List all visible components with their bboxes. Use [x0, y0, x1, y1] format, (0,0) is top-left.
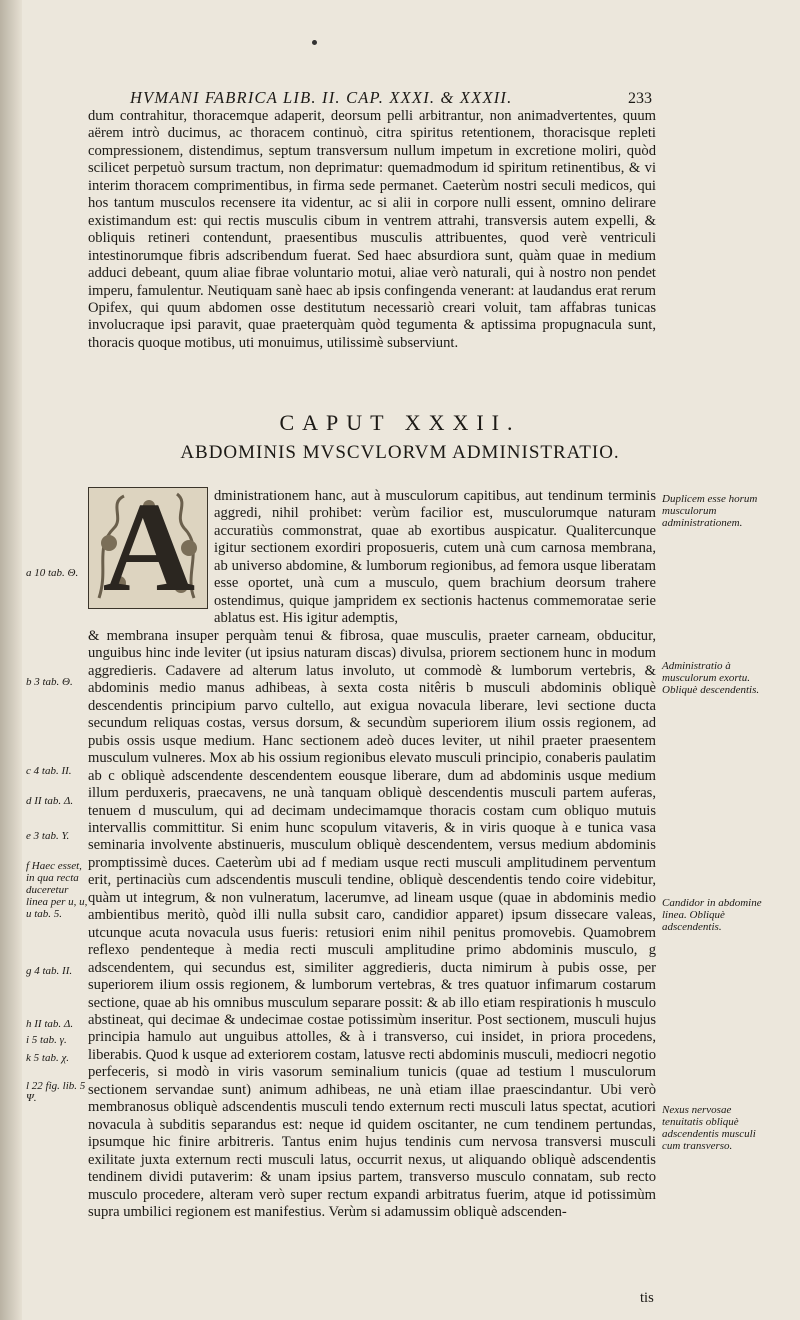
running-title: HVMANI FABRICA LIB. II. CAP. XXXI. & XXXII.	[130, 88, 513, 107]
margin-note-right: Nexus nervosae tenuitatis obliquè adscendentis musculi cum transverso.	[662, 1104, 756, 1152]
margin-note-left: c 4 tab. II.	[26, 765, 72, 777]
margin-note-right: Administratio à musculorum exortu. Obliquè descendentis.	[662, 660, 760, 696]
margin-note-left: b 3 tab. Θ.	[26, 676, 73, 688]
paragraph-2-opening: dministrationem hanc, aut à musculorum capitibus, aut tendinum terminis aggredi, nihil prohibet: verùm facilior est, musculorumque naturam accuratiùs commonstrat, quae ab exortibus auspicatur. Qualitercunque igitur sectionem exordiri proposueris, cutem unà cum carnosa membrana, ab universo abdomine, & lumborum regionibus, ad femora usque liberatam esse oportet, unà cum a musculo, quem brachium deorsum trahere ostendimus, quique jampridem ex sectionis hactenus commemoratae serie ablatus est. His igitur ademptis,	[214, 488, 656, 627]
catchword: tis	[640, 1290, 654, 1306]
margin-note-left: h II tab. Δ.	[26, 1018, 74, 1030]
page-gutter-shadow	[0, 0, 22, 1320]
paragraph-1	[88, 108, 656, 352]
margin-note-left: l 22 fig. lib. 5 Ψ.	[26, 1080, 86, 1104]
paragraph-1-text: dum contrahitur, thoracemque adaperit, deorsum pelli arbitrantur, non animadvertentes, quum aërem intrò ducimus, ac thoracem continuò, citra spiritus retentionem, thoracisque repleti compressionem, distendimus, septum transversum nullum impetum in excretione moliri, quòd scilicet perpetuò sursum tractum, non deprimatur: quemadmodum id spiritum retinentibus, & vi interim thoracem comprimentibus, in firma sede permanet. Caeterùm nostri seculi medicos, qui hos tantum musculos recensere ita videntur, ac si alii in corpore nulli essent, omnino delirare existimandum est: qui rectis musculis cibum in ventrem attrahi, transversis autem expelli, & obliquis retineri contendunt, praesentibus musculis attribuentes, quod verè ventriculi intestinorumque fibris adscribendum fuerat. Sed haec absurdiora sunt, quàm quae in medium adduci debeant, quum aliae fibrae voluntario motui, aliae verò naturali, qui à nostro non pendet imperu, famulentur. Neutiquam sanè haec ab ipsis confingenda venerant: at laudandus erat rerum Opifex, qui quum abdomen osse destitutum necessariò creari voluit, tam affabras tunicas involucraque ipsi paravit, quae praeterquàm quòd tegumenta & aptissima propugnacula sunt, thoracis quoque motibus, uti monuimus, utilissimè subserviunt.	[88, 108, 656, 351]
chapter-heading: CAPUT XXXII.	[279, 410, 521, 435]
initial-letter: A	[102, 487, 196, 609]
margin-note-left: i 5 tab. γ.	[26, 1034, 67, 1046]
margin-note-right: Candidor in abdomine linea. Obliquè adscendentis.	[662, 897, 762, 933]
chapter-title: ABDOMINIS MVSCVLORVM ADMINISTRATIO.	[180, 442, 620, 463]
paragraph-2-text: & membrana insuper perquàm tenui & fibrosa, quae musculis, praeter carneam, obducitur, unguibus hinc inde leviter (ut ipsius naturam discas) divulsa, priorem sectionem hunc in modum aggredieris. Cadavere ad alterum latus involuto, ut commodè & lumborum vertebris, & abdominis medio manus adhibeas, à sexta costa nitêris b musculi abdominis obliquè descendentis principium parvo cultello, aut exigua novacula liberare, levi sectione ducta secundum reliquas costas, versus dorsum, & secundùm superiorem ilium ossis regionem, ad pubis ossis usque medium. Hanc sectionem adeò duces leviter, ut nihil praeter praesentem musculum vulneres. Mox ab his ossium regionibus elevato musculi principio, conaberis paulatim ab c obliquè adscendente descendentem eousque liberare, dum ad abdominis usque medium illum perduxeris, praecavens, ne unà tanquam obliquè descendentis musculi partem auferas, tenuem d musculum, qui ad decimam undecimamque thoracis costam cum obliquo mutuis intervallis committitur. Si enim hunc scopulum vitaveris, & in viris quoque à e tunica vasa seminaria involvente abstinueris, musculum obliquè descendentem, versus medium abdominis promptissimè duces. Caeterùm ubi ad f mediam usque recti musculi amplitudinem perventum erit, pertinaciùs cum adscendentis musculi tendine, obliquè descendentis tendo coire videbitur, quàm ut integrum, & non vulneratum, lacerumve, ad lineam usque (quae in abdominis medio ambientibus meritò, quòd illi nulla subsit caro, candidior apparet) ipsum dissecare valeas, utcunque acuta novacula usus fueris: retusiori enim nihil penitus promovebis. Quamobrem reflexo pendenteque à media recti musculi amplitudine primo abdominis musculo, g adscendentem, qui secundus est, similiter aggredieris, ducta nimirum à pubis osse, per superiorem ilium ossis regionem, & lumborum vertebras, & tres quatuor infimarum costarum sectione, quae ab his omnibus musculum separare possit: & ab illo etiam respirationis h musculo abstineat, qui decimae & undecimae costae potissimùm inseritur. Post sectionem, musculi hujus principia hamulo aut unguibus attolles, & à i transverso, cui insidet, in priora procedens, liberabis. Quod k usque ad exteriorem costam, latusve recti abdominis musculi, mediocri negotio perfeceris, si modò in viris vasorum seminalium tunicis (quae ad testium l musculorum sectionem servandae sunt) animum adhibeas, ne unà etiam illae praescindantur. Ubi verò membranosus obliquè adscendentis musculi tendo externum recti musculi latus spectat, acutiori novacula à subditis separandus est: neque id quidem oscitanter, ne cum tendinem pertundas, ipsumque hic finire arbitreris. Tantus enim hujus tendinis cum nervosa transversi musculi exilitate juxta externum recti musculi latus, occurrit nexus, ut aliquando obliquè adscendentis tendinem dividi putaverim: & unam ipsius partem, transverso musculo connatam, sub recto musculo procedere, alteram verò super rectum expandi arbitratus fuerim, atque id potissimùm supra umbilici regionem est manifestius. Verùm si adamussim obliquè adscenden-	[88, 628, 656, 1220]
ornament-dot	[312, 40, 317, 45]
margin-note-left: a 10 tab. Θ.	[26, 567, 79, 579]
margin-note-right: Duplicem esse horum musculorum administrationem.	[662, 493, 758, 529]
margin-note-left: e 3 tab. Υ.	[26, 830, 70, 842]
paragraph-2	[88, 628, 656, 1221]
decorated-initial	[88, 487, 208, 609]
margin-note-left: f Haec esset, in qua recta duceretur linea per u, u, u tab. 5.	[26, 860, 88, 920]
page-number: 233	[628, 90, 652, 107]
margin-note-left: g 4 tab. II.	[26, 965, 73, 977]
margin-note-left: d II tab. Δ.	[26, 795, 74, 807]
margin-note-left: k 5 tab. χ.	[26, 1052, 70, 1064]
